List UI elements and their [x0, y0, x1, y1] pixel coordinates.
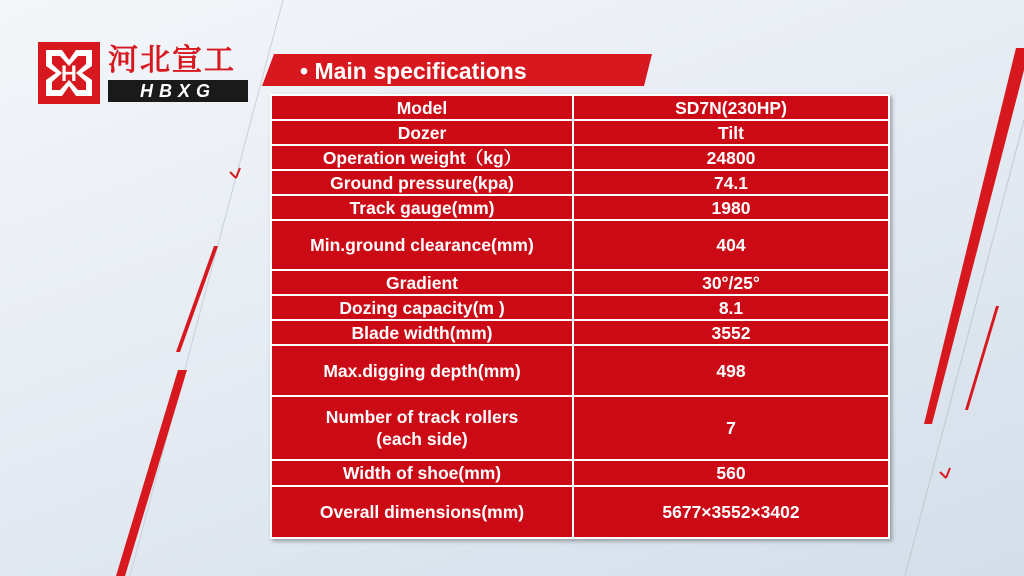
- spec-label-line2: (each side): [376, 429, 468, 449]
- spec-value: SD7N(230HP): [573, 95, 889, 120]
- spec-label: Dozing capacity(m ): [271, 295, 573, 320]
- spec-label: Track gauge(mm): [271, 195, 573, 220]
- table-row: [271, 320, 889, 345]
- spec-value: 1980: [573, 195, 889, 220]
- spec-label-line1: Number of track rollers: [325, 407, 519, 427]
- spec-label: Blade width(mm): [271, 320, 573, 345]
- table-row: [271, 120, 889, 145]
- table-row: [271, 460, 889, 486]
- spec-label: Max.digging depth(mm): [271, 345, 573, 396]
- table-row: [271, 270, 889, 295]
- table-row: [271, 486, 889, 538]
- spec-value: 560: [573, 460, 889, 486]
- spec-value: 498: [573, 345, 889, 396]
- spec-label: Operation weight（kg）: [271, 145, 573, 170]
- spec-label: Gradient: [271, 270, 573, 295]
- spec-label: Ground pressure(kpa): [271, 170, 573, 195]
- spec-label-multiline: [271, 396, 573, 460]
- page-title: • Main specifications: [300, 58, 527, 84]
- spec-value: 404: [573, 220, 889, 270]
- specifications-table: [270, 94, 890, 539]
- table-row: [271, 345, 889, 396]
- company-logo: [38, 42, 250, 104]
- spec-label: Model: [271, 95, 573, 120]
- logo-mark-letter: H: [61, 61, 77, 86]
- table-row: [271, 145, 889, 170]
- table-row: [271, 396, 889, 460]
- table-row: [271, 195, 889, 220]
- table-row: [271, 95, 889, 120]
- logo-chinese-name: 河北宣工: [108, 43, 236, 78]
- spec-value: 7: [573, 396, 889, 460]
- spec-label: Overall dimensions(mm): [271, 486, 573, 538]
- spec-value: 74.1: [573, 170, 889, 195]
- spec-value: Tilt: [573, 120, 889, 145]
- hbxg-logo-icon: [38, 42, 100, 104]
- spec-value: 3552: [573, 320, 889, 345]
- spec-value: 8.1: [573, 295, 889, 320]
- spec-label: Min.ground clearance(mm): [271, 220, 573, 270]
- table-row: [271, 220, 889, 270]
- table-row: [271, 170, 889, 195]
- spec-label: Dozer: [271, 120, 573, 145]
- spec-value: 5677×3552×3402: [573, 486, 889, 538]
- spec-value: 24800: [573, 145, 889, 170]
- table-row: [271, 295, 889, 320]
- spec-value: 30°/25°: [573, 270, 889, 295]
- logo-english-name: HBXG: [108, 80, 248, 102]
- spec-label: Width of shoe(mm): [271, 460, 573, 486]
